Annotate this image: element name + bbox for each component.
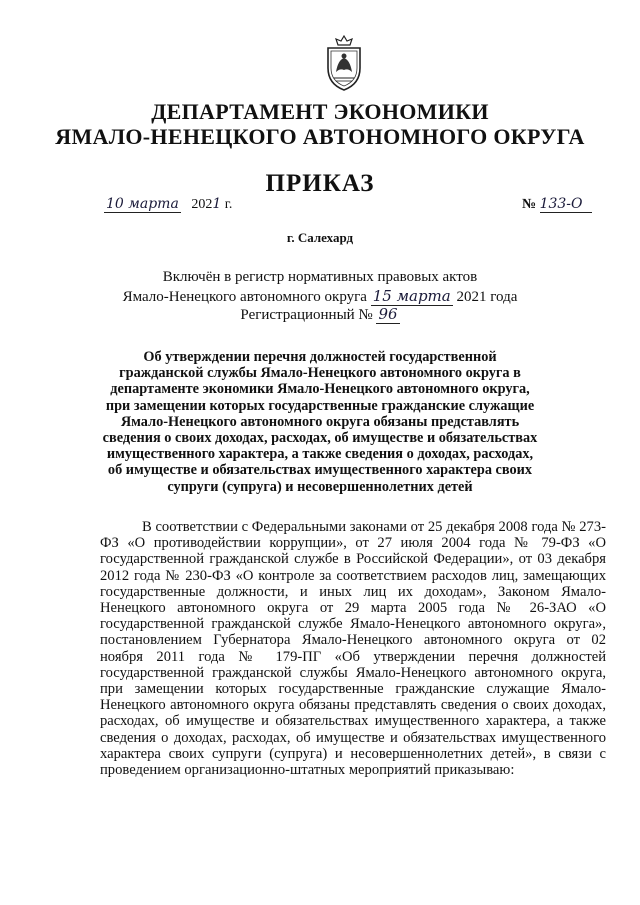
registration-date-handwritten: 15 марта [372, 287, 451, 305]
registration-number-label: Регистрационный № [240, 307, 373, 323]
department-title-line1: ДЕПАРТАМЕНТ ЭКОНОМИКИ [151, 99, 489, 124]
registration-number-handwritten: 96 [378, 305, 398, 323]
order-number-handwritten: 133-О [540, 196, 592, 213]
order-date-handwritten: 10 марта [106, 196, 179, 212]
registration-line2 [0, 287, 640, 306]
order-year-suffix: г. [224, 197, 233, 212]
registration-line3 [0, 305, 640, 324]
department-title-line2: ЯМАЛО-НЕНЕЦКОГО АВТОНОМНОГО ОКРУГА [55, 124, 585, 149]
order-number-prefix: № [522, 197, 537, 212]
order-year-handwritten: 1 [212, 196, 222, 212]
city: г. Салехард [286, 230, 354, 245]
order-subject: Об утверждении перечня должностей государственной гражданской службы Ямало-Ненецкого автономного округа в департаменте экономики Ямало-Ненецкого автономного округа, при замещении которых государственные гражданские служащие Ямало-Ненецкого автономного округа обязаны представлять сведения о своих доходах, расходах, об имуществе и обязательствах имущественного характера, а также сведения о доходах, расходах, об имуществе и обязательствах имущественного характера своих супруги (супруга) и несовершеннолетних детей [102, 349, 538, 495]
coat-of-arms-icon [322, 34, 366, 92]
order-number [522, 196, 592, 213]
registration-line1: Включён в регистр нормативных правовых актов [162, 269, 478, 285]
order-title: ПРИКАЗ [265, 170, 375, 197]
order-year-prefix: 202 [191, 197, 213, 212]
order-body [100, 519, 606, 778]
registration-line2-prefix: Ямало-Ненецкого автономного округа [122, 289, 367, 305]
registration-line2-suffix: 2021 года [456, 289, 518, 305]
order-date [104, 196, 232, 213]
body-paragraph: В соответствии с Федеральными законами от 25 декабря 2008 года № 273-ФЗ «О противодействии коррупции», от 27 июля 2004 года № 79-ФЗ «О государственной гражданской службе в Российской Федерации», от 03 декабря 2012 года № 230-ФЗ «О контроле за соответствием расходов лиц, замещающих государственные должности, и иных лиц их доходам», Законом Ямало-Ненецкого автономного округа от 29 марта 2005 года № 26-ЗАО «О государственной гражданской службе Ямало-Ненецкого автономного округа», постановлением Губернатора Ямало-Ненецкого автономного округа от 02 ноября 2011 года № 179-ПГ «Об утверждении перечня должностей государственной гражданской службы Ямало-Ненецкого автономного округа, при замещении которых государственные гражданские служащие Ямало-Ненецкого автономного округа обязаны представлять сведения о своих доходах, расходах, об имуществе и обязательствах имущественного характера, а также сведения о доходах, расходах, об имуществе и обязательствах имущественного характера своих супруги (супруга) и несовершеннолетних детей», в связи с проведением организационно-штатных мероприятий приказываю: [100, 519, 606, 779]
